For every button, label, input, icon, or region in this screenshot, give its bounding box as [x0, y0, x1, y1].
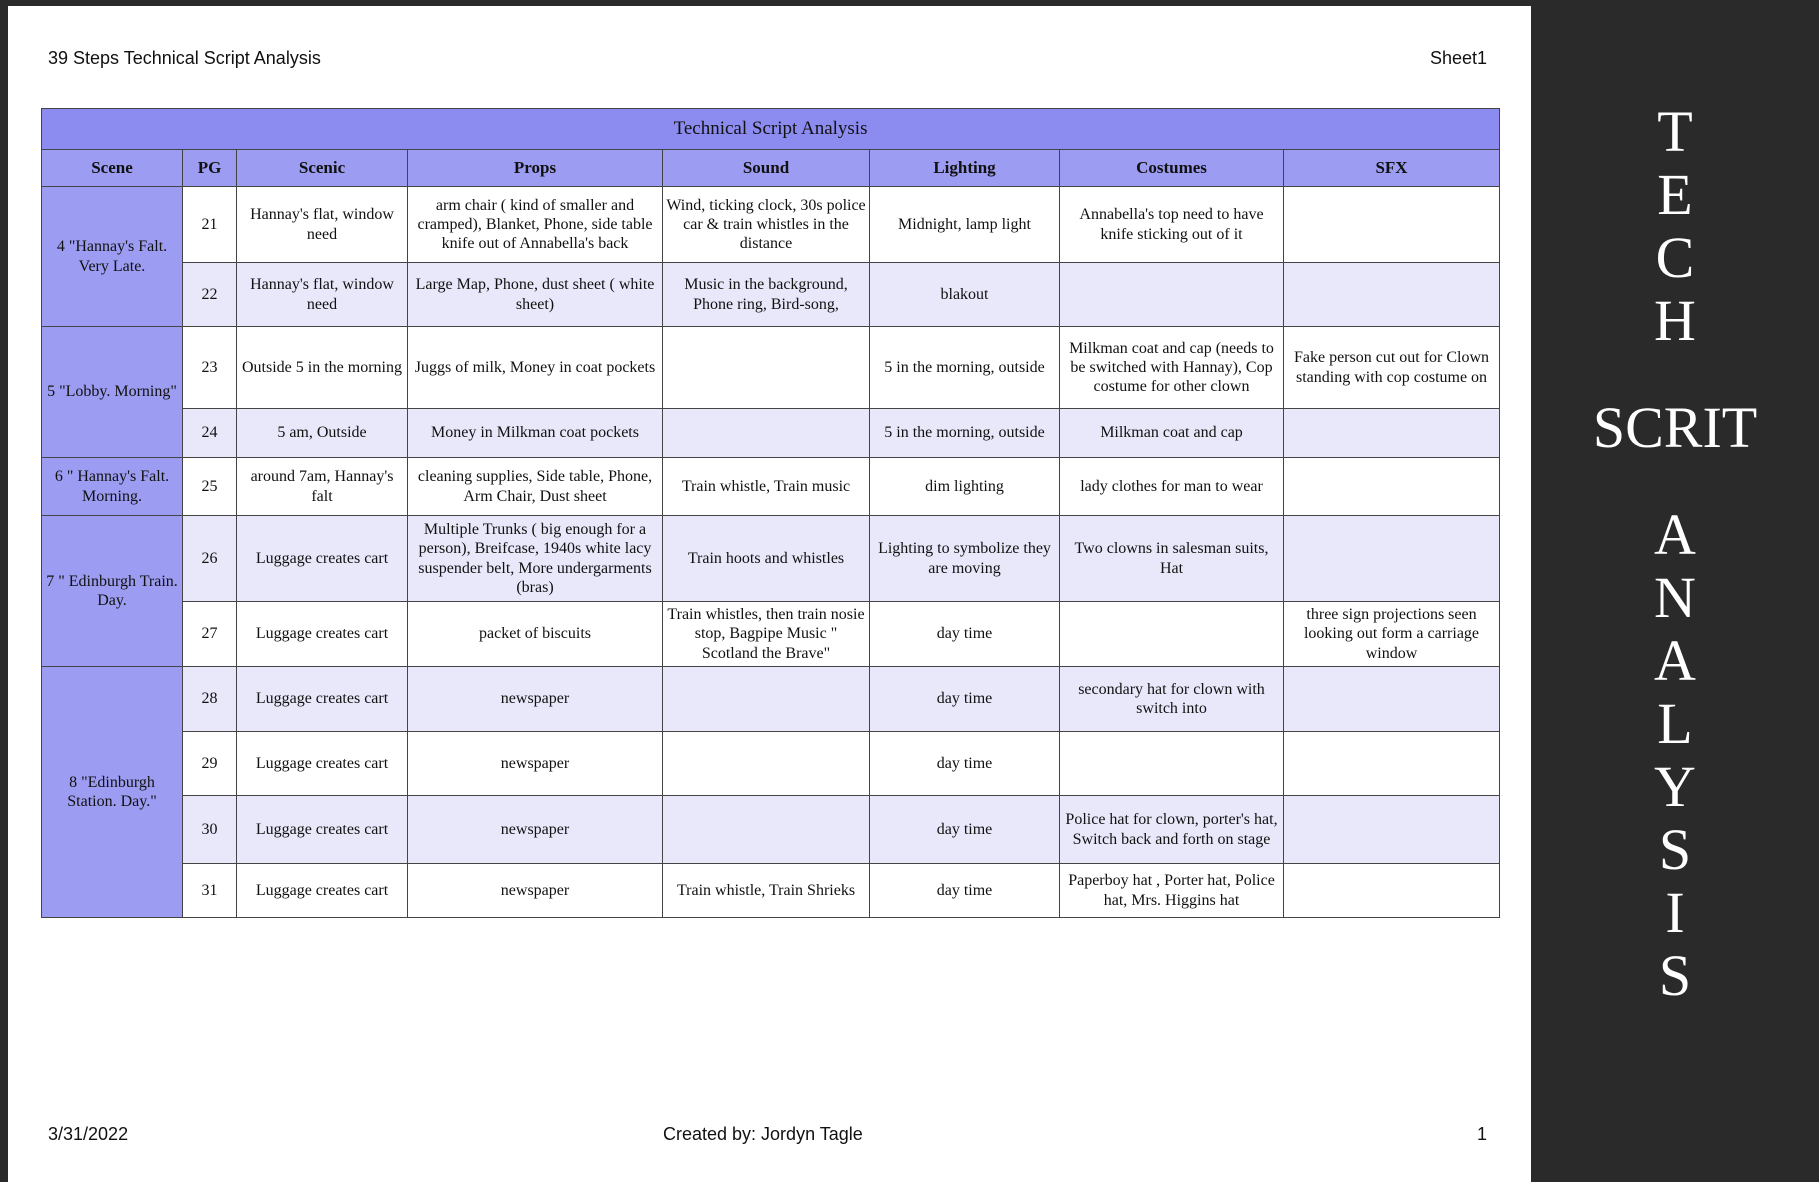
- lighting-cell: blakout: [870, 263, 1060, 327]
- costumes-cell: Police hat for clown, porter's hat, Switch back and forth on stage: [1060, 796, 1284, 864]
- scenic-cell: Hannay's flat, window need: [237, 263, 408, 327]
- lighting-cell: day time: [870, 732, 1060, 796]
- side-title-letter: E: [1657, 162, 1693, 227]
- lighting-cell: dim lighting: [870, 458, 1060, 516]
- table-row: [42, 864, 1500, 918]
- sfx-cell: [1284, 796, 1500, 864]
- side-title-letter: C: [1655, 225, 1695, 290]
- table-row: [42, 602, 1500, 667]
- footer-page-number: 1: [1476, 1124, 1487, 1144]
- scene-cell: 5 "Lobby. Morning": [42, 327, 183, 458]
- table-row: [42, 516, 1500, 602]
- sfx-cell: [1284, 667, 1500, 732]
- side-title-letter: S: [1658, 943, 1692, 1008]
- side-title: [1531, 0, 1819, 1182]
- page-cell: 22: [183, 263, 237, 327]
- table-row: [42, 667, 1500, 732]
- costumes-cell: Milkman coat and cap: [1060, 409, 1284, 458]
- sound-cell: [663, 732, 870, 796]
- side-title-letter: I: [1665, 880, 1685, 945]
- sound-cell: [663, 667, 870, 732]
- side-title-letter: Y: [1654, 754, 1696, 819]
- document-page: [8, 6, 1531, 1182]
- scene-cell: 6 " Hannay's Falt. Morning.: [42, 458, 183, 516]
- side-title-letter: S: [1658, 817, 1692, 882]
- lighting-cell: day time: [870, 667, 1060, 732]
- scenic-cell: Luggage creates cart: [237, 667, 408, 732]
- props-cell: newspaper: [408, 667, 663, 732]
- column-header-pg: PG: [183, 150, 237, 187]
- side-title-letter: A: [1654, 502, 1696, 567]
- column-header-sfx: SFX: [1284, 150, 1500, 187]
- technical-script-table: [41, 108, 1500, 918]
- props-cell: Large Map, Phone, dust sheet ( white sheet): [408, 263, 663, 327]
- props-cell: cleaning supplies, Side table, Phone, Arm Chair, Dust sheet: [408, 458, 663, 516]
- scenic-cell: Hannay's flat, window need: [237, 187, 408, 263]
- costumes-cell: [1060, 602, 1284, 667]
- page-cell: 25: [183, 458, 237, 516]
- props-cell: Juggs of milk, Money in coat pockets: [408, 327, 663, 409]
- costumes-cell: secondary hat for clown with switch into: [1060, 667, 1284, 732]
- scene-cell: 7 " Edinburgh Train. Day.: [42, 516, 183, 667]
- sound-cell: Train whistle, Train music: [663, 458, 870, 516]
- sound-cell: Music in the background, Phone ring, Bird-song,: [663, 263, 870, 327]
- sound-cell: [663, 796, 870, 864]
- lighting-cell: Midnight, lamp light: [870, 187, 1060, 263]
- props-cell: Multiple Trunks ( big enough for a person), Breifcase, 1940s white lacy suspender belt, More undergarments (bras): [408, 516, 663, 602]
- scenic-cell: Luggage creates cart: [237, 796, 408, 864]
- props-cell: packet of biscuits: [408, 602, 663, 667]
- sfx-cell: [1284, 864, 1500, 918]
- table-row: [42, 796, 1500, 864]
- page-cell: 27: [183, 602, 237, 667]
- sfx-cell: [1284, 263, 1500, 327]
- column-header-costumes: Costumes: [1060, 150, 1284, 187]
- table-row: [42, 327, 1500, 409]
- props-cell: newspaper: [408, 796, 663, 864]
- page-cell: 23: [183, 327, 237, 409]
- scenic-cell: 5 am, Outside: [237, 409, 408, 458]
- props-cell: newspaper: [408, 864, 663, 918]
- lighting-cell: day time: [870, 864, 1060, 918]
- props-cell: newspaper: [408, 732, 663, 796]
- lighting-cell: day time: [870, 602, 1060, 667]
- page-cell: 28: [183, 667, 237, 732]
- page-cell: 31: [183, 864, 237, 918]
- sfx-cell: Fake person cut out for Clown standing with cop costume on: [1284, 327, 1500, 409]
- sfx-cell: [1284, 732, 1500, 796]
- sound-cell: [663, 327, 870, 409]
- lighting-cell: day time: [870, 796, 1060, 864]
- sfx-cell: [1284, 187, 1500, 263]
- scenic-cell: Luggage creates cart: [237, 516, 408, 602]
- sheet-name: Sheet1: [1429, 48, 1487, 68]
- lighting-cell: Lighting to symbolize they are moving: [870, 516, 1060, 602]
- props-cell: arm chair ( kind of smaller and cramped), Blanket, Phone, side table knife out of Annabella's back: [408, 187, 663, 263]
- costumes-cell: [1060, 263, 1284, 327]
- scene-cell: 4 "Hannay's Falt. Very Late.: [42, 187, 183, 327]
- side-title-word: [1654, 503, 1696, 1007]
- sfx-cell: [1284, 458, 1500, 516]
- scenic-cell: Outside 5 in the morning: [237, 327, 408, 409]
- table-row: [42, 409, 1500, 458]
- page-cell: 26: [183, 516, 237, 602]
- sound-cell: [663, 409, 870, 458]
- costumes-cell: [1060, 732, 1284, 796]
- lighting-cell: 5 in the morning, outside: [870, 409, 1060, 458]
- costumes-cell: Paperboy hat , Porter hat, Police hat, Mrs. Higgins hat: [1060, 864, 1284, 918]
- table-row: [42, 263, 1500, 327]
- column-header-props: Props: [408, 150, 663, 187]
- side-title-letter: A: [1654, 628, 1696, 693]
- sound-cell: Wind, ticking clock, 30s police car & train whistles in the distance: [663, 187, 870, 263]
- costumes-cell: Milkman coat and cap (needs to be switched with Hannay), Cop costume for other clown: [1060, 327, 1284, 409]
- scene-cell: 8 "Edinburgh Station. Day.": [42, 667, 183, 918]
- sound-cell: Train whistles, then train nosie stop, Bagpipe Music " Scotland the Brave": [663, 602, 870, 667]
- costumes-cell: Annabella's top need to have knife sticking out of it: [1060, 187, 1284, 263]
- scenic-cell: Luggage creates cart: [237, 732, 408, 796]
- page-cell: 29: [183, 732, 237, 796]
- side-title-letter: L: [1657, 691, 1693, 756]
- side-title-letter: H: [1654, 288, 1696, 353]
- page-cell: 30: [183, 796, 237, 864]
- side-title-word: [1593, 396, 1757, 459]
- column-header-scenic: Scenic: [237, 150, 408, 187]
- scenic-cell: Luggage creates cart: [237, 864, 408, 918]
- table-body: [42, 187, 1500, 918]
- side-title-line: SCRIT: [1592, 395, 1758, 460]
- costumes-cell: Two clowns in salesman suits, Hat: [1060, 516, 1284, 602]
- document-header-title: 39 Steps Technical Script Analysis: [48, 48, 321, 68]
- side-title-letter: N: [1654, 565, 1696, 630]
- sfx-cell: [1284, 516, 1500, 602]
- footer-author: Created by: Jordyn Tagle: [663, 1124, 863, 1144]
- lighting-cell: 5 in the morning, outside: [870, 327, 1060, 409]
- table-row: [42, 732, 1500, 796]
- table-title: Technical Script Analysis: [42, 109, 1500, 150]
- scenic-cell: around 7am, Hannay's falt: [237, 458, 408, 516]
- table-row: [42, 187, 1500, 263]
- column-header-lighting: Lighting: [870, 150, 1060, 187]
- sfx-cell: [1284, 409, 1500, 458]
- sfx-cell: three sign projections seen looking out form a carriage window: [1284, 602, 1500, 667]
- side-title-letter: T: [1657, 99, 1693, 164]
- sound-cell: Train whistle, Train Shrieks: [663, 864, 870, 918]
- costumes-cell: lady clothes for man to wear: [1060, 458, 1284, 516]
- column-header-sound: Sound: [663, 150, 870, 187]
- footer-date: 3/31/2022: [48, 1124, 129, 1144]
- props-cell: Money in Milkman coat pockets: [408, 409, 663, 458]
- scenic-cell: Luggage creates cart: [237, 602, 408, 667]
- side-title-word: [1654, 100, 1696, 352]
- table-row: [42, 458, 1500, 516]
- column-header-scene: Scene: [42, 150, 183, 187]
- page-cell: 21: [183, 187, 237, 263]
- sound-cell: Train hoots and whistles: [663, 516, 870, 602]
- page-cell: 24: [183, 409, 237, 458]
